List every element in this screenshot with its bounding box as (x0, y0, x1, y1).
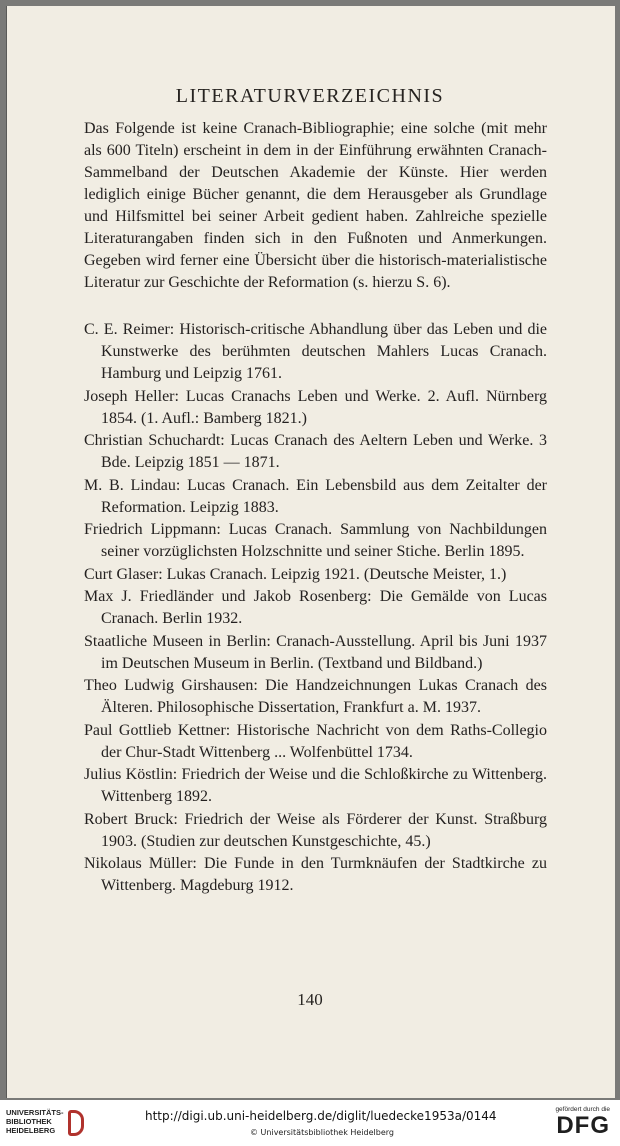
bibliography-entry: Julius Köstlin: Friedrich der Weise und die Schloßkirche zu Wittenberg. Wittenberg 1892. (84, 766, 547, 805)
dfg-logo[interactable] (555, 1106, 610, 1139)
library-logo[interactable] (6, 1108, 88, 1140)
bibliography-entry: Robert Bruck: Friedrich der Weise als Förderer der Kunst. Straßburg 1903. (Studien zur deutschen Kunstgeschichte, 45.) (84, 810, 547, 850)
library-logo-line: BIBLIOTHEK (6, 1117, 52, 1126)
page-title: LITERATURVERZEICHNIS (175, 85, 445, 107)
viewer-footer (0, 1100, 620, 1146)
dfg-tagline: gefördert durch die (555, 1106, 610, 1113)
bibliography-entry: Friedrich Lippmann: Lucas Cranach. Sammlung von Nachbildungen seiner vorzüglichsten Holzschnitte und seiner Stiche. Berlin 1895. (84, 521, 547, 560)
bibliography-entry: Paul Gottlieb Kettner: Historische Nachricht von dem Raths-Collegio der Chur-Stadt Wittenberg ... Wolfenbüttel 1734. (84, 721, 547, 761)
copyright-notice: © Universitätsbibliothek Heidelberg (250, 1128, 395, 1137)
dfg-wordmark: DFG (556, 1112, 610, 1139)
bibliography-entry: Theo Ludwig Girshausen: Die Handzeichnungen Lukas Cranach des Älteren. Philosophische Dissertation, Frankfurt a. M. 1937. (84, 677, 547, 716)
bibliography-entry: M. B. Lindau: Lucas Cranach. Ein Lebensbild aus dem Zeitalter der Reformation. Leipzig 1883. (84, 476, 547, 516)
library-mark-icon (68, 1110, 84, 1136)
intro-paragraph: Das Folgende ist keine Cranach-Bibliographie; eine solche (mit mehr als 600 Titeln) erscheint in dem in der Einführung erwähnten Cranach-Sammelband der Deutschen Akademie der Künste. Hier werden lediglich einige Bücher genannt, die dem Herausgeber als Grundlage und Hilfsmittel bei seiner Arbeit gedient haben. Zahlreiche spezielle Literaturangaben finden sich in den Fußnoten und Anmerkungen. Gegeben wird ferner eine Übersicht über die historisch-materialistische Literatur zur Geschichte der Reformation (s. hierzu S. 6). (84, 120, 547, 291)
library-logo-line: UNIVERSITÄTS- (6, 1108, 64, 1117)
bibliography-entry: Max J. Friedländer und Jakob Rosenberg: Die Gemälde von Lucas Cranach. Berlin 1932. (84, 588, 547, 627)
bibliography-entry: Christian Schuchardt: Lucas Cranach des Aeltern Leben und Werke. 3 Bde. Leipzig 1851 — 1871. (84, 432, 547, 471)
library-logo-line: HEIDELBERG (6, 1126, 56, 1135)
bibliography-entry: Nikolaus Müller: Die Funde in den Turmknäufen der Stadtkirche zu Wittenberg. Magdeburg 1912. (84, 855, 547, 894)
bibliography-entry: Joseph Heller: Lucas Cranachs Leben und Werke. 2. Aufl. Nürnberg 1854. (1. Aufl.: Bamberg 1821.) (84, 387, 547, 427)
permalink-url[interactable]: http://digi.ub.uni-heidelberg.de/diglit/luedecke1953a/0144 (145, 1109, 497, 1123)
bibliography-list (84, 319, 547, 898)
bibliography-entry: C. E. Reimer: Historisch-critische Abhandlung über das Leben und die Kunstwerke des berühmten deutschen Mahlers Lucas Cranach. Hamburg und Leipzig 1761. (84, 321, 547, 382)
page-number: 140 (297, 990, 323, 1009)
bibliography-entry: Curt Glaser: Lukas Cranach. Leipzig 1921. (Deutsche Meister, 1.) (84, 565, 507, 583)
bibliography-entry: Staatliche Museen in Berlin: Cranach-Ausstellung. April bis Juni 1937 im Deutschen Museum in Berlin. (Textband und Bildband.) (84, 632, 547, 672)
